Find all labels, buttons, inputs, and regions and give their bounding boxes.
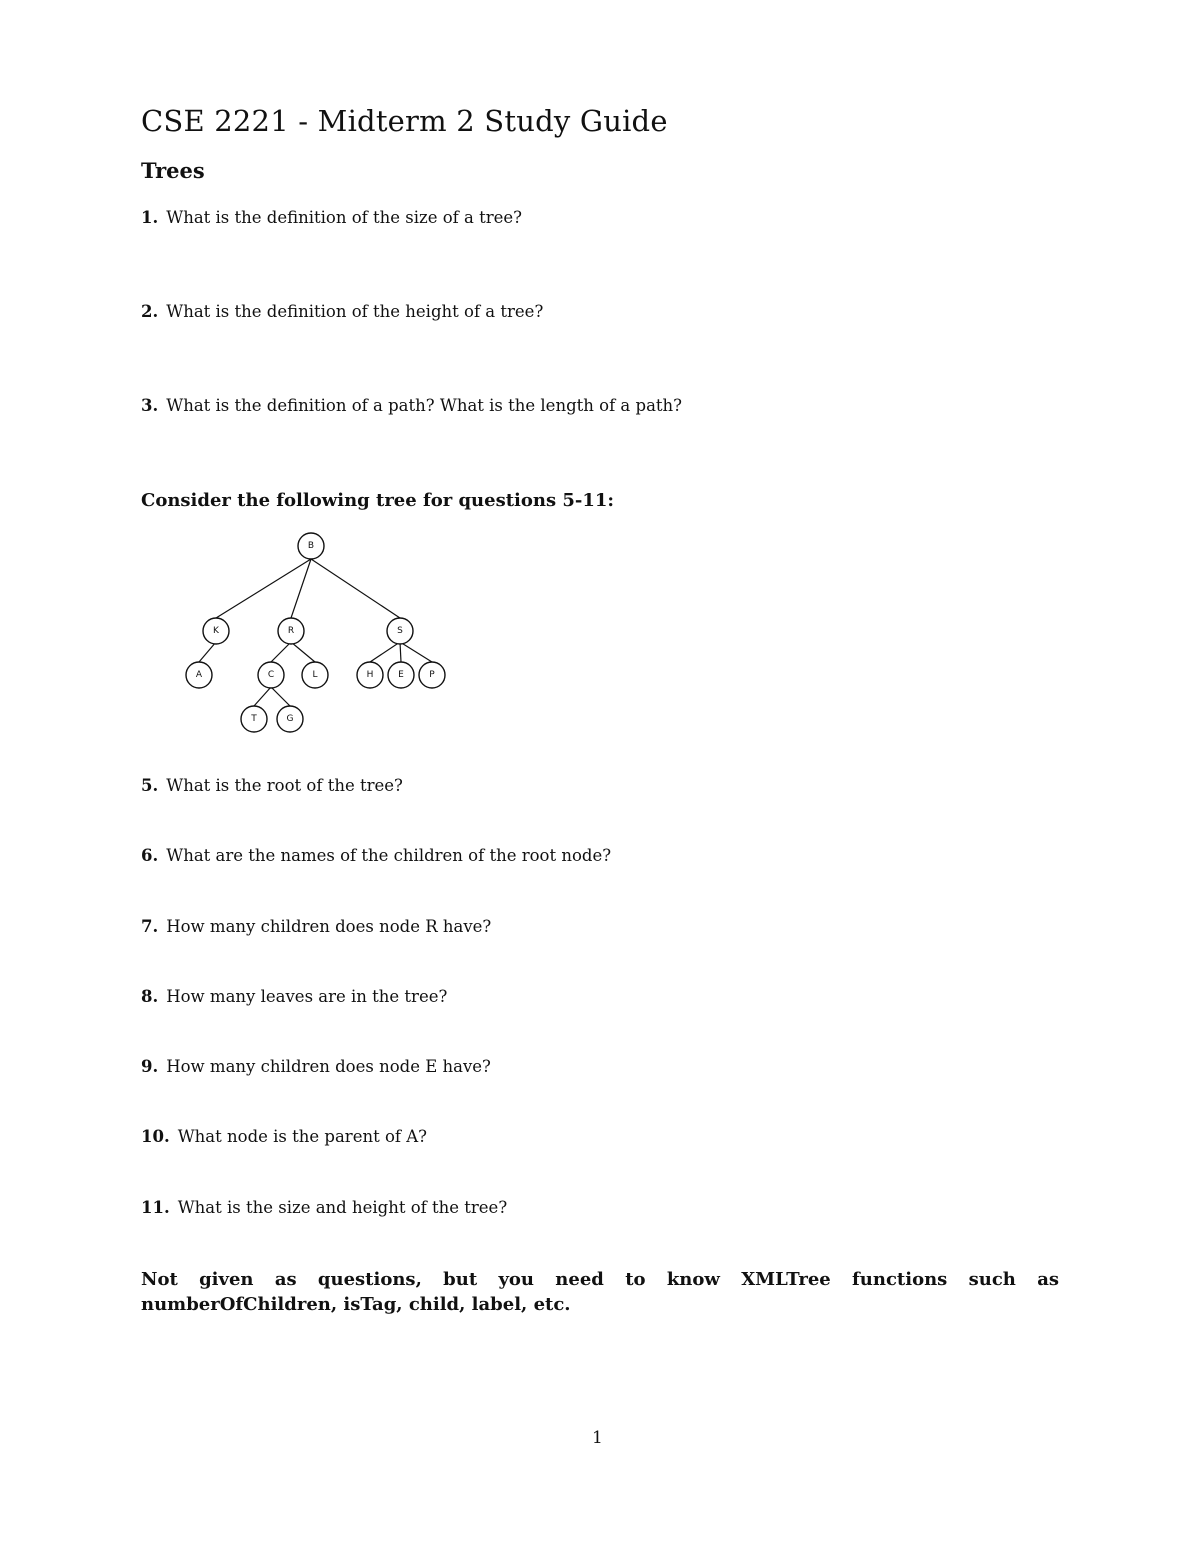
- question-text: What are the names of the children of the root node?: [166, 846, 612, 865]
- section-heading: Trees: [141, 158, 205, 183]
- tree-node-p: [419, 662, 445, 688]
- question-number: 7.: [141, 917, 159, 936]
- question-number: 11.: [141, 1198, 170, 1217]
- node-label: G: [286, 714, 294, 724]
- node-label: A: [195, 670, 203, 680]
- edge-s-h: [370, 642, 400, 662]
- tree-node-r: [278, 618, 304, 644]
- edge-r-c: [271, 642, 291, 662]
- question-10: [141, 1127, 427, 1146]
- tree-node-b: [298, 533, 324, 559]
- tree-node-t: [241, 706, 267, 732]
- edge-s-p: [400, 642, 432, 662]
- tree-node-a: [186, 662, 212, 688]
- question-number: 6.: [141, 846, 159, 865]
- xmltree-note: Not given as questions, but you need to know XMLTree functions such as numberOfChildren, isTag, child, label, etc.: [141, 1269, 1059, 1315]
- question-11: [141, 1198, 507, 1217]
- edge-s-e: [400, 642, 401, 662]
- edge-b-s: [311, 559, 400, 618]
- page-number: 1: [592, 1428, 603, 1448]
- tree-intro: Consider the following tree for questions 5-11:: [141, 490, 615, 511]
- node-label: E: [398, 670, 404, 680]
- question-number: 3.: [141, 396, 159, 415]
- question-text: How many leaves are in the tree?: [166, 987, 448, 1006]
- question-text: What is the definition of the size of a tree?: [166, 208, 522, 227]
- question-text: What is the definition of the height of a tree?: [166, 302, 544, 321]
- page-title: CSE 2221 - Midterm 2 Study Guide: [141, 104, 668, 138]
- question-7: [141, 917, 491, 936]
- tree-node-g: [277, 706, 303, 732]
- question-6: [141, 846, 611, 865]
- node-label: S: [397, 626, 403, 636]
- edge-b-k: [216, 559, 311, 618]
- node-label: P: [429, 670, 435, 680]
- question-9: [141, 1057, 491, 1076]
- node-label: L: [312, 670, 318, 680]
- question-8: [141, 987, 447, 1006]
- node-label: H: [366, 670, 374, 680]
- node-label: C: [267, 670, 275, 680]
- question-number: 2.: [141, 302, 159, 321]
- edge-r-l: [291, 642, 315, 662]
- question-text: What is the definition of a path? What is the length of a path?: [166, 396, 683, 415]
- tree-node-s: [387, 618, 413, 644]
- node-label: K: [213, 626, 219, 636]
- question-5: [141, 776, 403, 795]
- question-number: 10.: [141, 1127, 170, 1146]
- tree-node-k: [203, 618, 229, 644]
- question-text: What is the size and height of the tree?: [177, 1198, 508, 1217]
- question-number: 5.: [141, 776, 159, 795]
- question-number: 8.: [141, 987, 159, 1006]
- edge-c-t: [254, 687, 271, 706]
- question-text: How many children does node R have?: [166, 917, 492, 936]
- tree-node-h: [357, 662, 383, 688]
- tree-node-e: [388, 662, 414, 688]
- edge-c-g: [271, 687, 290, 706]
- tree-node-c: [258, 662, 284, 688]
- question-number: 9.: [141, 1057, 159, 1076]
- node-label: B: [307, 541, 315, 551]
- question-text: How many children does node E have?: [166, 1057, 491, 1076]
- question-number: 1.: [141, 208, 159, 227]
- node-label: T: [251, 714, 257, 724]
- question-text: What node is the parent of A?: [177, 1127, 428, 1146]
- edge-k-a: [199, 642, 216, 662]
- tree-node-l: [302, 662, 328, 688]
- node-label: R: [287, 626, 295, 636]
- question-text: What is the root of the tree?: [166, 776, 403, 795]
- edge-b-r: [291, 559, 311, 618]
